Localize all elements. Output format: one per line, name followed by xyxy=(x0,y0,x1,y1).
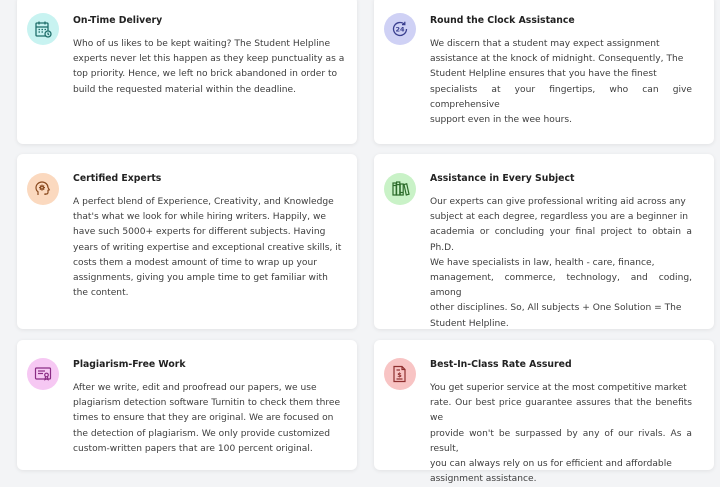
card-title: Round the Clock Assistance xyxy=(430,15,575,26)
card-title: Assistance in Every Subject xyxy=(430,173,575,184)
card-description: You get superior service at the most competitive market rate. Our best price guarantee assures that the benefits we provide won't be surpassed by any of our rivals. As a result, you can always rely on us for efficient and affordable assignment assistance. xyxy=(430,383,692,485)
feature-card-plagiarism-free xyxy=(17,340,357,470)
feature-card-on-time-delivery xyxy=(17,0,357,144)
brain-gear-icon xyxy=(27,173,59,205)
card-description: We discern that a student may expect assignment assistance at the knock of midnight. Consequently, The Student Helpline ensures that you have the finest specialists at your fingertips, who can give comprehensive support even in the wee hours. xyxy=(430,39,692,126)
feature-card-best-rate xyxy=(374,340,714,485)
feature-card-every-subject xyxy=(374,154,714,329)
card-description: A perfect blend of Experience, Creativity, and Knowledge that's what we look for while hiring writers. Happily, we have such 5000+ experts for different subjects. Having years of writing expertise and exceptional creative skills, it costs them a modest amount of time to wrap up your assignments, giving you ample time to get familiar with the content. xyxy=(73,197,342,299)
card-description: Our experts can give professional writing aid across any subject at each degree, regardless you are a beginner in academia or concluding your final project to obtain a Ph.D. We have specialists in law, health - care, finance, management, commerce, technology, and coding, among other disciplines. So, All subjects + One Solution = The Student Helpline. xyxy=(430,197,692,329)
card-title: Plagiarism-Free Work xyxy=(73,359,186,370)
card-description: After we write, edit and proofread our papers, we use plagiarism detection software Turnitin to check them three times to ensure that they are original. We are focused on the detection of plagiarism. We only provide customized custom-written papers that are 100 percent original. xyxy=(73,383,341,454)
card-title: Best-In-Class Rate Assured xyxy=(430,359,572,370)
card-title: On-Time Delivery xyxy=(73,15,163,26)
card-description: Who of us likes to be kept waiting? The Student Helpline experts never let this happen as they keep punctuality as a top priority. Hence, we left no brick abandoned in order to build the requested material within the deadline. xyxy=(73,39,345,95)
feature-card-certified-experts xyxy=(17,154,357,329)
calendar-icon xyxy=(27,13,59,45)
feature-card-round-the-clock xyxy=(374,0,714,144)
price-tag-document-icon xyxy=(384,358,416,390)
certificate-icon xyxy=(27,358,59,390)
svg-text:$: $ xyxy=(397,371,402,379)
books-icon xyxy=(384,173,416,205)
clock-24-icon xyxy=(384,13,416,45)
svg-text:24: 24 xyxy=(395,25,405,34)
card-title: Certified Experts xyxy=(73,173,162,184)
